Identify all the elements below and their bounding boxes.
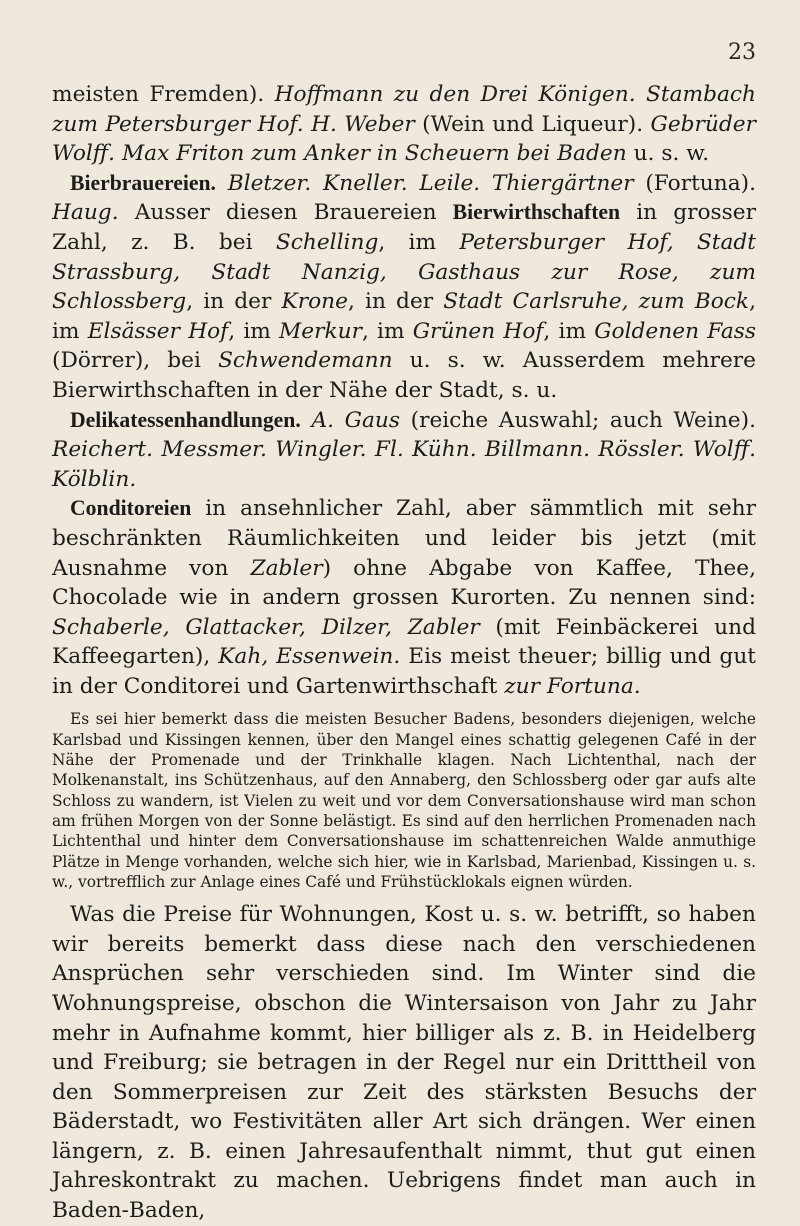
page-number: 23 (728, 40, 756, 65)
paragraph-delikatessen: Delikatessenhandlungen. A. Gaus (reiche Auswahl; auch Weine). Reichert. Messmer. Wingler. Fl. Kühn. Billmann. Rössler. Wolff. Kölblin. (52, 407, 756, 492)
name-stambach: Stambach zum Petersburger Hof. (52, 82, 756, 137)
paragraph-restaurants-continued: meisten Fremden). Hoffmann zu den Drei Königen. Stambach zum Petersburger Hof. H. Weber (Wein und Liqueur). Gebrüder Wolff. Max Friton zum Anker in Scheuern bei Baden u. s. w. (52, 82, 756, 167)
heading-bierbrauereien: Bierbrauereien. (70, 170, 216, 195)
name-weber: H. Weber (311, 111, 415, 137)
name-list-wolff-friton: Gebrüder Wolff. Max Friton zum Anker in Scheuern bei Baden (52, 111, 756, 167)
footnote-cafe-remark: Es sei hier bemerkt dass die meisten Besucher Badens, besonders diejenigen, welche Karlsbad und Kissingen kennen, über den Mangel eines schattig gelegenen Café in der Nähe der Promenade und der Trinkhalle klagen. Nach Lichtenthal, nach der Molkenanstalt, ins Schützenhaus, auf den Annaberg, den Schlossberg oder gar aufs alte Schloss zu wandern, ist Vielen zu weit und vor dem Conversationshause wird man schon am frühen Morgen von der Sonne belästigt. Es sind auf den herrlichen Promenaden nach Lichtenthal und hinter dem Conversationshause im schattenreichen Walde anmuthige Plätze in Menge vorhanden, welche sich hier, wie in Karlsbad, Marienbad, Kissingen u. s. w., vortrefflich zur Anlage eines Café und Frühstücklokals eignen würden. (52, 710, 756, 891)
heading-conditoreien: Conditoreien (70, 496, 192, 521)
body-text (52, 80, 756, 1226)
paragraph-preise: Was die Preise für Wohnungen, Kost u. s. w. betrifft, so haben wir bereits bemerkt dass diese nach den verschiedenen Ansprüchen sehr verschieden sind. Im Winter sind die Wohnungspreise, obschon die Wintersaison von Jahr zu Jahr mehr in Aufnahme kommt, hier billiger als z. B. in Heidelberg und Freiburg; sie betragen in der Regel nur ein Dritttheil von den Sommerpreisen zur Zeit des stärksten Besuchs der Bäderstadt, wo Festivitäten aller Art sich drängen. Wer einen längern, z. B. einen Jahresaufenthalt nimmt, thut gut einen Jahreskontrakt zu machen. Uebrigens findet man auch in Baden-Baden, (52, 902, 756, 1224)
heading-bierwirthschaften: Bierwirthschaften (452, 200, 621, 225)
name-hoffmann: Hoffmann (274, 82, 384, 107)
heading-delikatessenhandlungen: Delikatessenhandlungen. (70, 407, 301, 432)
paragraph-bierbrauereien: Bierbrauereien. Bletzer. Kneller. Leile. Thiergärtner (Fortuna). Haug. Ausser diesen Brauereien Bierwirthschaften in grosser Zahl, z. B. bei Schelling, im Petersburger Hof, Stadt Strassburg, Stadt Nanzig, Gasthaus zur Rose, zum Schlossberg, in der Krone, in der Stadt Carlsruhe, zum Bock, im Elsässer Hof, im Merkur, im Grünen Hof, im Goldenen Fass (Dörrer), bei Schwendemann u. s. w. Ausserdem mehrere Bierwirthschaften in der Nähe der Stadt, s. u. (52, 170, 757, 403)
paragraph-conditoreien: Conditoreien in ansehnlicher Zahl, aber sämmtlich mit sehr beschränkten Räumlichkeiten und leider bis jetzt (mit Ausnahme von Zabler) ohne Abgabe von Kaffee, Thee, Chocolade wie in andern grossen Kurorten. Zu nennen sind: Schaberle, Glattacker, Dilzer, Zabler (mit Feinbäckerei und Kaffeegarten), Kah, Essenwein. Eis meist theuer; billig und gut in der Conditorei und Gartenwirthschaft zur Fortuna. (52, 496, 756, 699)
